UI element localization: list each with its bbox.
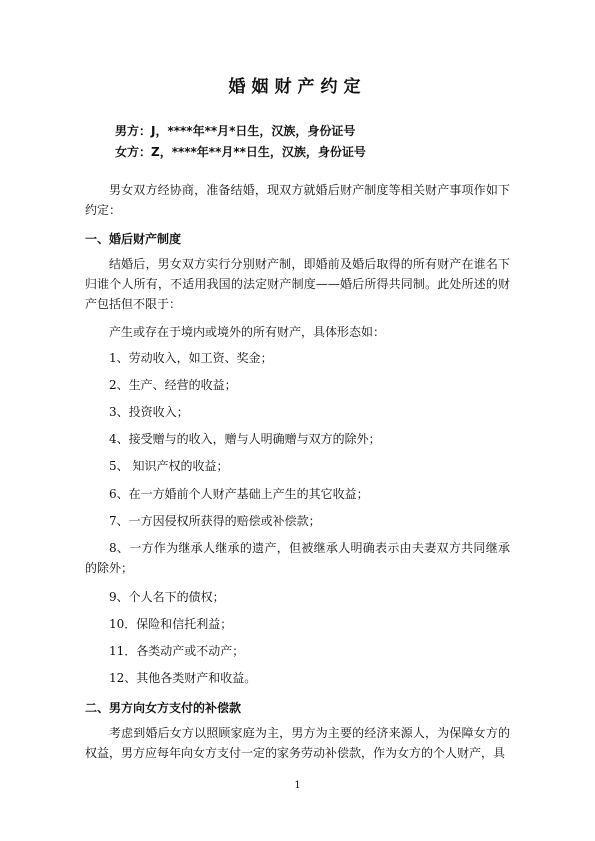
list-item: 5、 知识产权的收益；: [109, 459, 229, 473]
list-item: 11．各类动产或不动产；: [109, 644, 245, 658]
list-item: 4、接受赠与的收入，赠与人明确赠与双方的除外；: [109, 432, 381, 446]
section-1-heading: 一、婚后财产制度: [85, 232, 182, 246]
list-item: 9、个人名下的债权；: [109, 590, 225, 604]
list-item: 8、一方作为继承人继承的遗产，但被继承人明确表示由夫妻双方共同继承的除外；: [85, 541, 510, 575]
list-item: 10．保险和信托利益；: [109, 617, 233, 631]
page-number: 1: [294, 780, 301, 791]
list-item: 3、投资收入；: [109, 405, 189, 419]
section-1-paragraph-2: 产生或存在于境内或境外的所有财产，具体形态如：: [109, 325, 386, 339]
male-party-line: 男方：J，****年**月*日生，汉族，身份证号: [115, 124, 356, 138]
section-2-paragraph-1: 考虑到婚后女方以照顾家庭为主，男方为主要的经济来源人，为保障女方的权益，男方应每年向女方支付一定的家务劳动补偿款，作为女方的个人财产，具: [85, 726, 510, 760]
section-2-heading: 二、男方向女方支付的补偿款: [85, 701, 242, 715]
document-title: 婚姻财产约定: [228, 77, 367, 97]
list-item: 6、在一方婚前个人财产基础上产生的其它收益；: [109, 487, 369, 501]
list-item: 2、生产、经营的收益；: [109, 378, 237, 392]
section-1-paragraph-1: 结婚后，男女双方实行分别财产制，即婚前及婚后取得的所有财产在谁名下归谁个人所有，不适用我国的法定财产制度——婚后所得共同制。此处所述的财产包括但不限于：: [85, 257, 510, 311]
female-party-line: 女方：Z，****年**月**日生，汉族，身份证号: [115, 145, 366, 159]
list-item: 12、其他各类财产和收益。: [109, 671, 257, 685]
intro-paragraph: 男女双方经协商，准备结婚，现双方就婚后财产制度等相关财产事项作如下约定：: [85, 183, 510, 217]
list-item: 1、劳动收入，如工资、奖金；: [109, 351, 273, 365]
list-item: 7、一方因侵权所获得的赔偿或补偿款；: [109, 514, 321, 528]
